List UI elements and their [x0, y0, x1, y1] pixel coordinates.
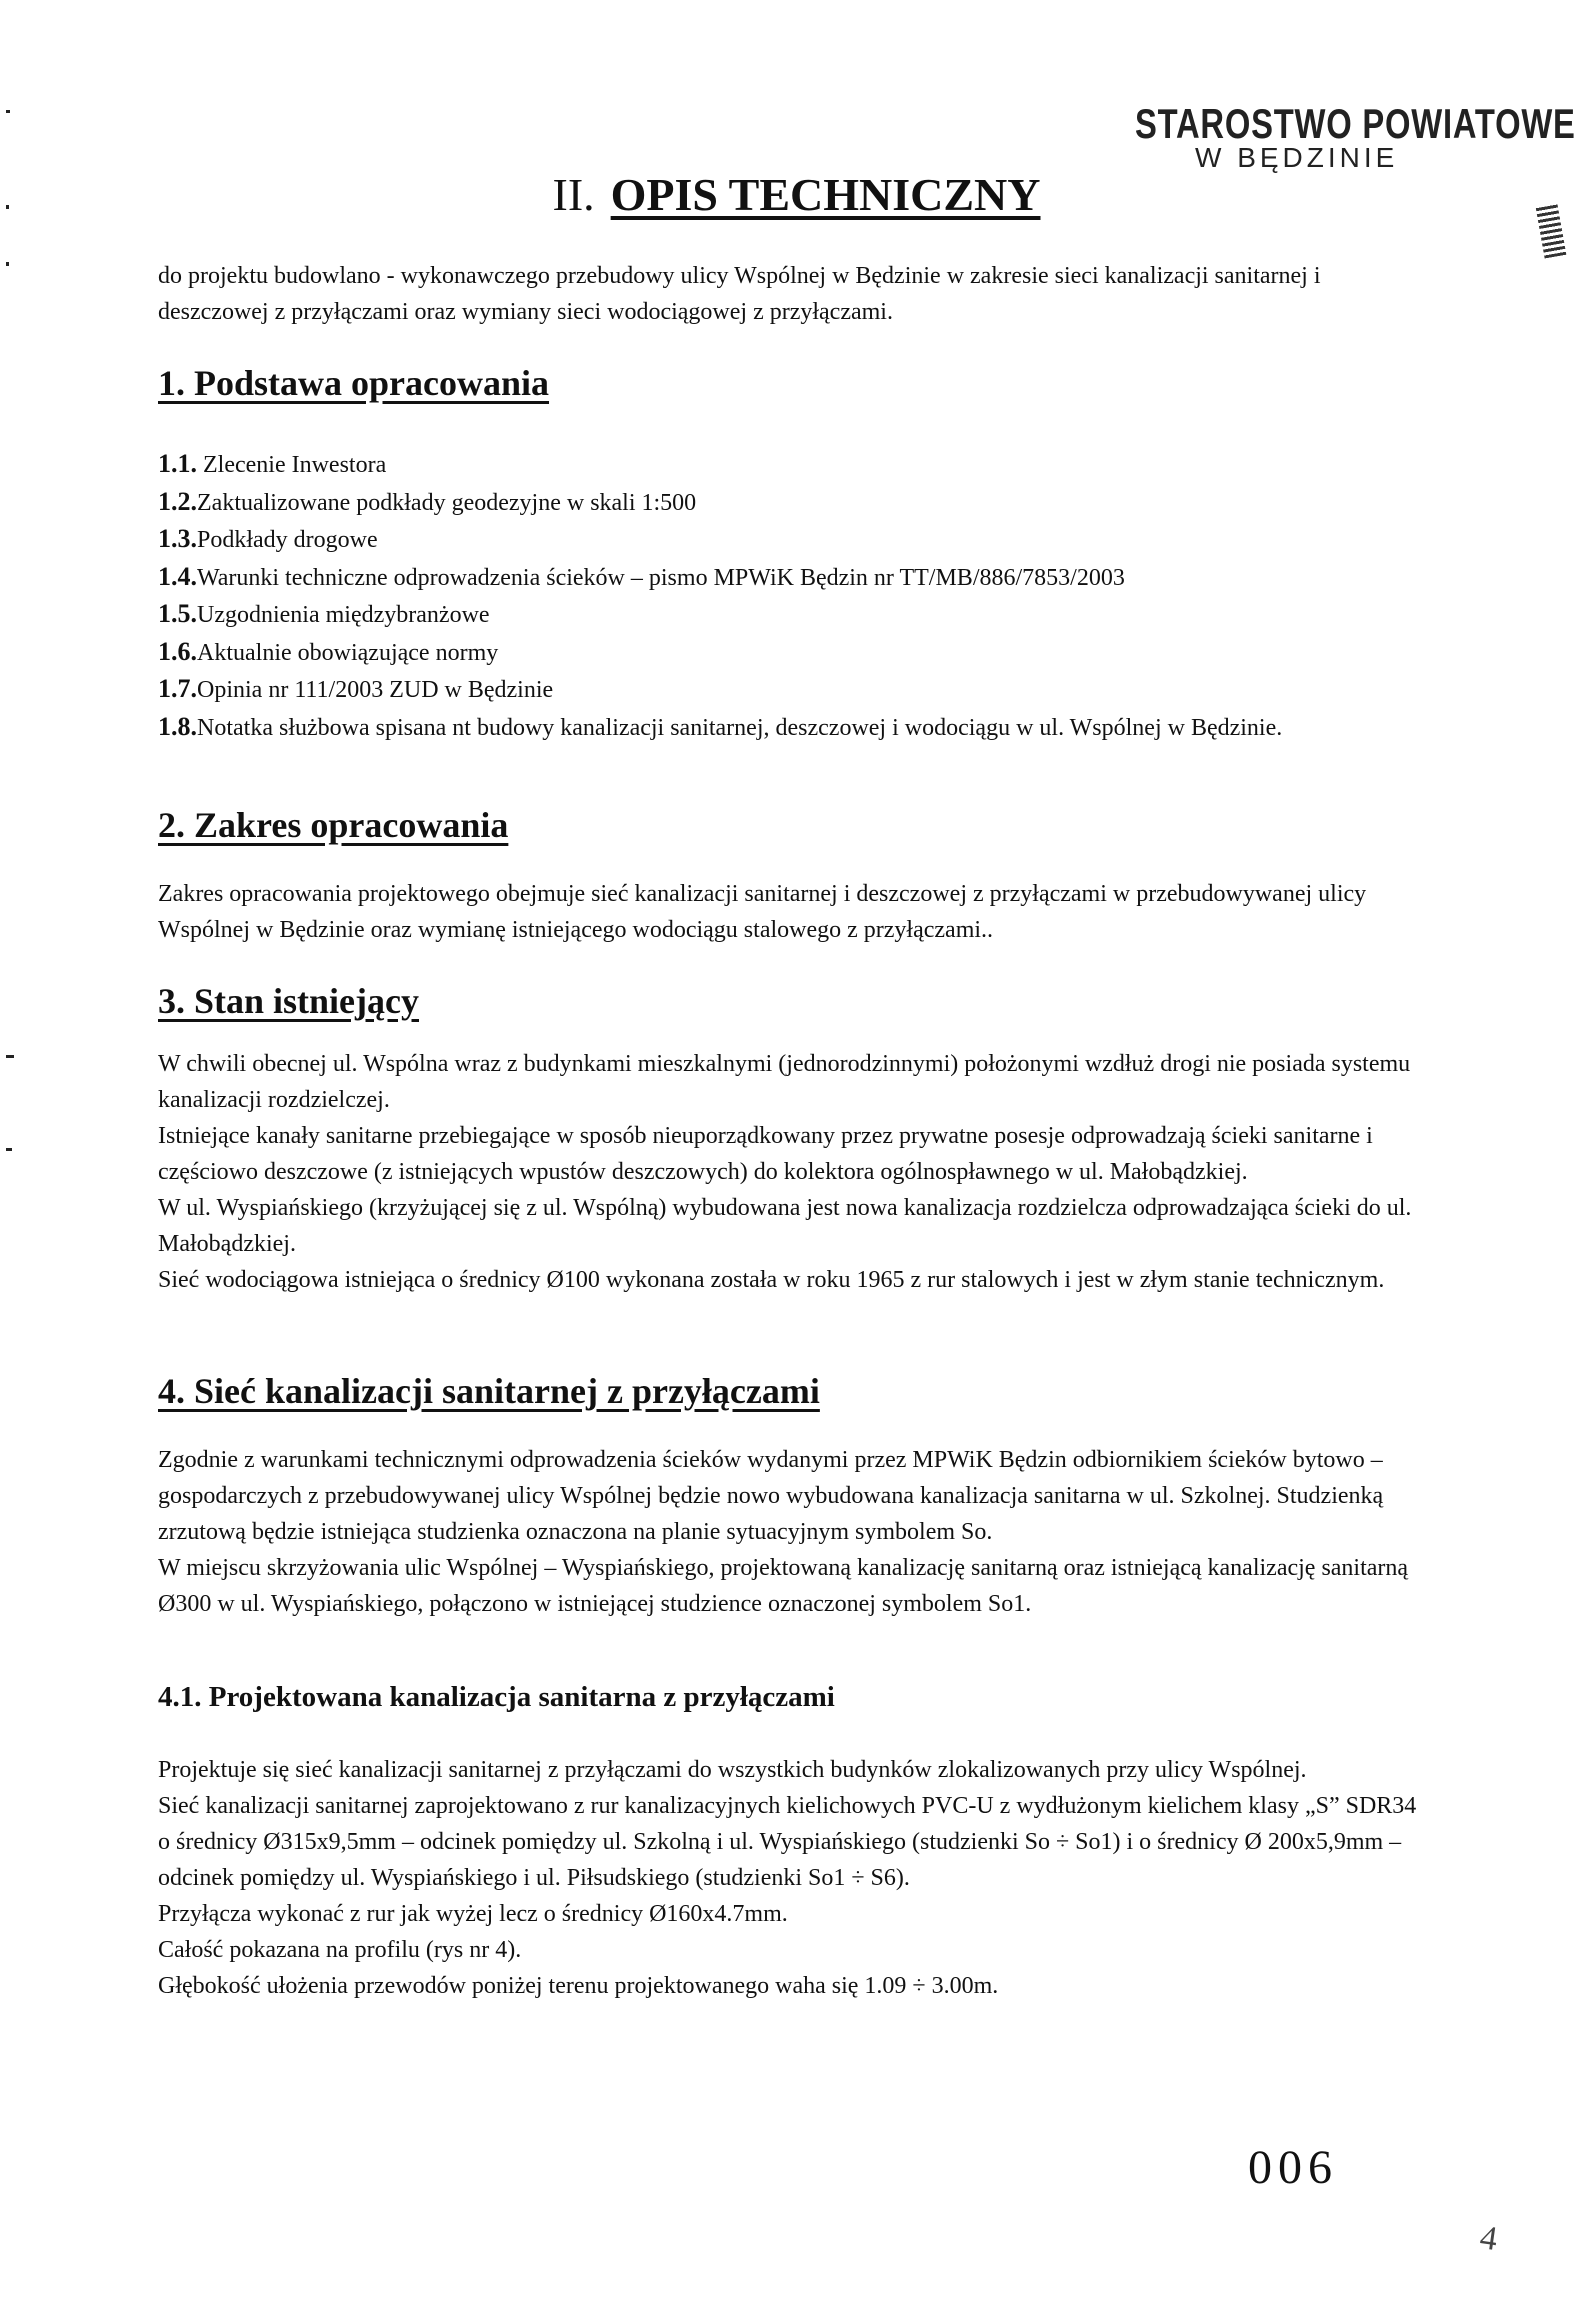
- list-item: [158, 634, 1428, 672]
- item-number: 1.4.: [158, 561, 197, 591]
- stamp-line-1: STAROSTWO POWIATOWE: [1135, 100, 1576, 147]
- office-stamp: [1135, 100, 1576, 174]
- subsection-4-1-body: [158, 1752, 1428, 2004]
- subsection-paragraph: Przyłącza wykonać z rur jak wyżej lecz o średnicy Ø160x4.7mm.: [158, 1901, 788, 1927]
- item-number: 1.7.: [158, 674, 197, 703]
- list-item: [158, 484, 1428, 522]
- section-4-heading: 4. Sieć kanalizacji sanitarnej z przyłączami: [158, 1371, 820, 1411]
- item-text: Zlecenie Inwestora: [203, 452, 387, 478]
- item-text: Aktualnie obowiązujące normy: [197, 639, 499, 666]
- section-3-paragraph: Sieć wodociągowa istniejąca o średnicy Ø100 wykonana została w roku 1965 z rur stalowych i jest w złym stanie technicznym.: [158, 1267, 1385, 1293]
- section-1-heading: 1. Podstawa opracowania: [158, 363, 550, 403]
- section-4-paragraph: Zgodnie z warunkami technicznymi odprowadzenia ścieków wydanymi przez MPWiK Będzin odbiornikiem ścieków bytowo – gospodarczych z przebudowywanej ulicy Wspólnej będzie nowo wybudowana kanalizacja sanitarna w ul. Szkolnej. Studzienką zrzutową będzie istniejąca studzienka oznaczona na planie sytuacyjnym symbolem So.: [158, 1447, 1384, 1545]
- section-3-paragraph: Istniejące kanały sanitarne przebiegające w sposób nieuporządkowany przez prywatne posesje odprowadzają ścieki sanitarne i częściowo deszczowe (z istniejących wpustów deszczowych) do kolektora ogólnospławnego w ul. Małobądzkiej.: [158, 1123, 1373, 1185]
- list-item: [158, 671, 1428, 709]
- section-3-paragraph: W chwili obecnej ul. Wspólna wraz z budynkami mieszkalnymi (jednorodzinnymi) położonymi wzdłuż drogi nie posiada systemu kanalizacji rozdzielczej.: [158, 1051, 1411, 1113]
- document-title: [0, 168, 1593, 221]
- list-item: [158, 521, 1428, 559]
- scan-mark: [6, 110, 10, 113]
- page-number-stamp: 006: [1248, 2141, 1338, 2194]
- item-number: 1.3.: [158, 524, 197, 553]
- subsection-paragraph: Sieć kanalizacji sanitarnej zaprojektowano z rur kanalizacyjnych kielichowych PVC-U z wydłużonym kielichem klasy „S” SDR34 o średnicy Ø315x9,5mm – odcinek pomiędzy ul. Szkolną i ul. Wyspiańskiego (studzienki So ÷ So1) i o średnicy Ø 200x5,9mm – odcinek pomiędzy ul. Wyspiańskiego i ul. Piłsudskiego (studzienki So1 ÷ S6).: [158, 1793, 1417, 1891]
- item-number: 1.5.: [158, 599, 197, 628]
- subsection-paragraph: Głębokość ułożenia przewodów poniżej terenu projektowanego waha się 1.09 ÷ 3.00m.: [158, 1973, 999, 1999]
- section-2-body: [158, 876, 1428, 948]
- list-item: [158, 559, 1428, 597]
- item-text: Podkłady drogowe: [197, 527, 378, 553]
- subsection-paragraph: Całość pokazana na profilu (rys nr 4).: [158, 1937, 522, 1963]
- item-number: 1.1.: [158, 449, 197, 478]
- intro-paragraph: [158, 258, 1428, 330]
- item-text: Notatka służbowa spisana nt budowy kanalizacji sanitarnej, deszczowej i wodociągu w ul. Wspólnej w Będzinie.: [197, 714, 1283, 741]
- list-item: [158, 709, 1428, 747]
- scan-mark: [6, 1055, 14, 1058]
- scan-mark: [6, 1148, 12, 1151]
- section-3-heading: 3. Stan istniejący: [158, 981, 419, 1021]
- title-number: II.: [552, 169, 595, 220]
- item-text: Uzgodnienia międzybranżowe: [197, 602, 490, 628]
- item-number: 1.6.: [158, 636, 197, 666]
- section-3-paragraph: W ul. Wyspiańskiego (krzyżującej się z ul. Wspólną) wybudowana jest nowa kanalizacja rozdzielcza odprowadzająca ścieki do ul. Małobądzkiej.: [158, 1195, 1412, 1257]
- title-text: OPIS TECHNICZNY: [610, 169, 1041, 220]
- section-2-text: Zakres opracowania projektowego obejmuje sieć kanalizacji sanitarnej i deszczowej z przyłączami w przebudowywanej ulicy Wspólnej w Będzinie oraz wymianę istniejącego wodociągu stalowego z przyłączami..: [158, 881, 1367, 943]
- section-2-heading: 2. Zakres opracowania: [158, 805, 509, 845]
- item-text: Warunki techniczne odprowadzenia ścieków – pismo MPWiK Będzin nr TT/MB/886/7853/2003: [197, 564, 1125, 591]
- section-4-body: [158, 1442, 1428, 1622]
- section-1-list: [158, 446, 1428, 746]
- item-number: 1.2.: [158, 486, 197, 516]
- subsection-paragraph: Projektuje się sieć kanalizacji sanitarnej z przyłączami do wszystkich budynków zlokalizowanych przy ulicy Wspólnej.: [158, 1757, 1307, 1783]
- stamp-line-2: W BĘDZINIE: [1195, 142, 1399, 173]
- list-item: [158, 446, 1428, 484]
- handwritten-page-mark: 4: [1477, 2219, 1500, 2259]
- subsection-4-1-heading: 4.1. Projektowana kanalizacja sanitarna z przyłączami: [158, 1681, 835, 1713]
- item-number: 1.8.: [158, 711, 197, 741]
- item-text: Opinia nr 111/2003 ZUD w Będzinie: [197, 677, 554, 703]
- list-item: [158, 596, 1428, 634]
- section-4-paragraph: W miejscu skrzyżowania ulic Wspólnej – Wyspiańskiego, projektowaną kanalizację sanitarną oraz istniejącą kanalizację sanitarną Ø300 w ul. Wyspiańskiego, połączono w istniejącej studzience oznaczonej symbolem So1.: [158, 1555, 1409, 1617]
- item-text: Zaktualizowane podkłady geodezyjne w skali 1:500: [197, 489, 697, 516]
- scan-mark: [6, 262, 9, 266]
- section-3-body: [158, 1046, 1428, 1298]
- intro-text: do projektu budowlano - wykonawczego przebudowy ulicy Wspólnej w Będzinie w zakresie sieci kanalizacji sanitarnej i deszczowej z przyłączami oraz wymiany sieci wodociągowej z przyłączami.: [158, 263, 1321, 325]
